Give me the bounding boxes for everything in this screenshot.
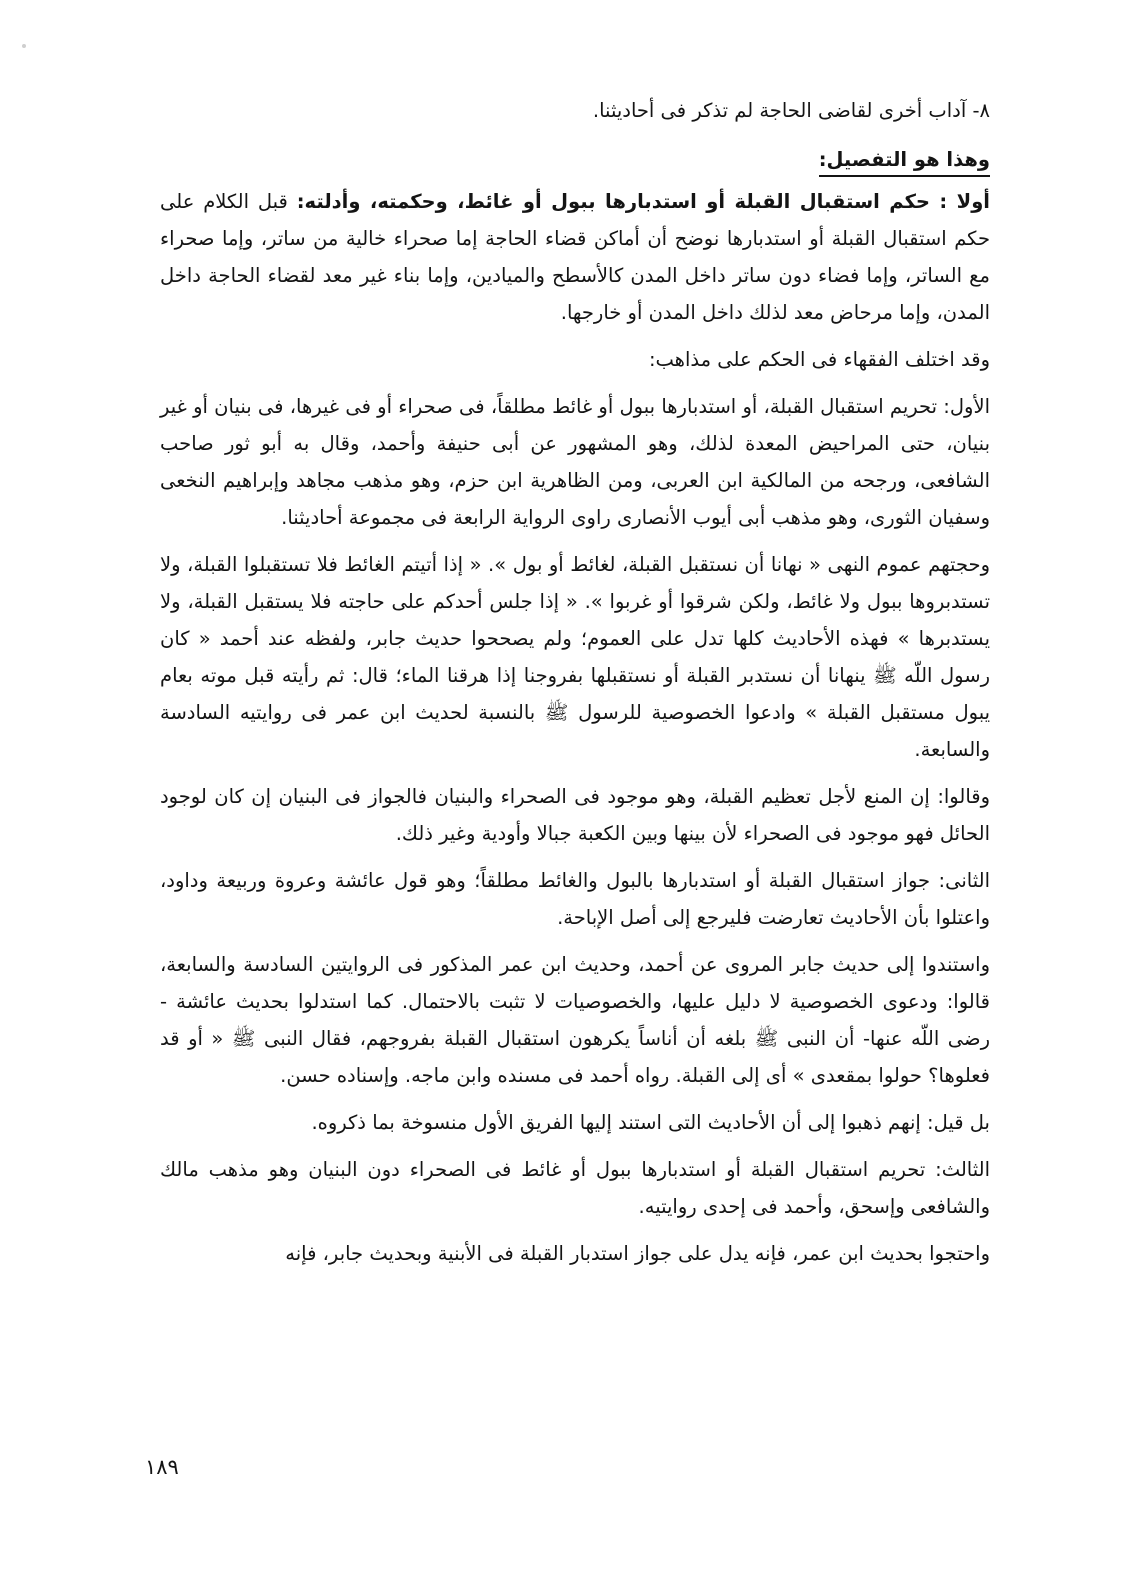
paragraph: وحجتهم عموم النهى « نهانا أن نستقبل القبلة، لغائط أو بول ». « إذا أتيتم الغائط فلا تستقبلوا القبلة، ولا تستدبروها ببول ولا غائط، ولكن شرقوا أو غربوا ». « إذا جلس أحدكم على حاجته فلا يستقبل القبلة، ولا يستدبرها » فهذه الأحاديث كلها تدل على العموم؛ ولم يصححوا حديث جابر، ولفظه عند أحمد « كان رسول اللّه ﷺ ينهانا أن نستدبر القبلة أو نستقبلها بفروجنا إذا هرقنا الماء؛ قال: ثم رأيته قبل موته بعام يبول مستقبل القبلة » وادعوا الخصوصية للرسول ﷺ بالنسبة لحديث ابن عمر فى روايتيه السادسة والسابعة. — [160, 553, 990, 761]
document-body — [160, 92, 990, 1282]
paragraph: الأول: تحريم استقبال القبلة، أو استدبارها ببول أو غائط مطلقاً، فى صحراء أو فى غيرها، فى بنيان أو غير بنيان، حتى المراحيض المعدة لذلك، وهو المشهور عن أبى حنيفة وأحمد، وقال به أبو ثور صاحب الشافعى، ورجحه من المالكية ابن العربى، ومن الظاهرية ابن حزم، وهو مذهب مجاهد وإبراهيم النخعى وسفيان الثورى، وهو مذهب أبى أيوب الأنصارى راوى الرواية الرابعة فى مجموعة أحاديثنا. — [160, 395, 990, 529]
section-heading: وهذا هو التفصيل: — [819, 145, 990, 177]
list-item-8: ٨- آداب أخرى لقاضى الحاجة لم تذكر فى أحاديثنا. — [592, 99, 990, 122]
section-1-text: قبل الكلام على حكم استقبال القبلة أو استدبارها نوضح أن أماكن قضاء الحاجة إما صحراء خالية من ساتر، وإما صحراء مع الساتر، وإما فضاء دون ساتر داخل المدن كالأسطح والميادين، وإما بناء غير معد لقضاء الحاجة داخل المدن، وإما مرحاض معد لذلك داخل المدن أو خارجها. — [160, 190, 990, 324]
paragraph: الثانى: جواز استقبال القبلة أو استدبارها بالبول والغائط مطلقاً؛ وهو قول عائشة وعروة وربيعة وداود، واعتلوا بأن الأحاديث تعارضت فليرجع إلى أصل الإباحة. — [160, 869, 990, 929]
paragraph: الثالث: تحريم استقبال القبلة أو استدبارها ببول أو غائط فى الصحراء دون البنيان وهو مذهب مالك والشافعى وإسحق، وأحمد فى إحدى روايتيه. — [160, 1158, 990, 1218]
paragraph-section-1 — [160, 183, 990, 331]
paragraph: وقد اختلف الفقهاء فى الحكم على مذاهب: — [648, 348, 990, 371]
paragraph: بل قيل: إنهم ذهبوا إلى أن الأحاديث التى استند إليها الفريق الأول منسوخة بما ذكروه. — [311, 1111, 990, 1134]
scan-speck — [22, 44, 26, 48]
paragraph: واستندوا إلى حديث جابر المروى عن أحمد، وحديث ابن عمر المذكور فى الروايتين السادسة والسابعة، قالوا: ودعوى الخصوصية لا دليل عليها، والخصوصيات لا تثبت بالاحتمال. كما استدلوا بحديث عائشة - رضى اللّه عنها- أن النبى ﷺ بلغه أن أناساً يكرهون استقبال القبلة بفروجهم، فقال النبى ﷺ « أو قد فعلوها؟ حولوا بمقعدى » أى إلى القبلة. رواه أحمد فى مسنده وابن ماجه. وإسناده حسن. — [160, 953, 990, 1087]
section-1-label: أولا : حكم استقبال القبلة أو استدبارها ببول أو غائط، وحكمته، وأدلته: — [296, 190, 990, 213]
heading-wrapper — [160, 139, 990, 183]
page-number: ١٨٩ — [145, 1455, 179, 1479]
paragraph: وقالوا: إن المنع لأجل تعظيم القبلة، وهو موجود فى الصحراء والبنيان فالجواز فى البنيان إن كان لوجود الحائل فهو موجود فى الصحراء لأن بينها وبين الكعبة جبالا وأودية وغير ذلك. — [160, 785, 990, 845]
paragraph: واحتجوا بحديث ابن عمر، فإنه يدل على جواز استدبار القبلة فى الأبنية وبحديث جابر، فإنه — [285, 1242, 990, 1265]
